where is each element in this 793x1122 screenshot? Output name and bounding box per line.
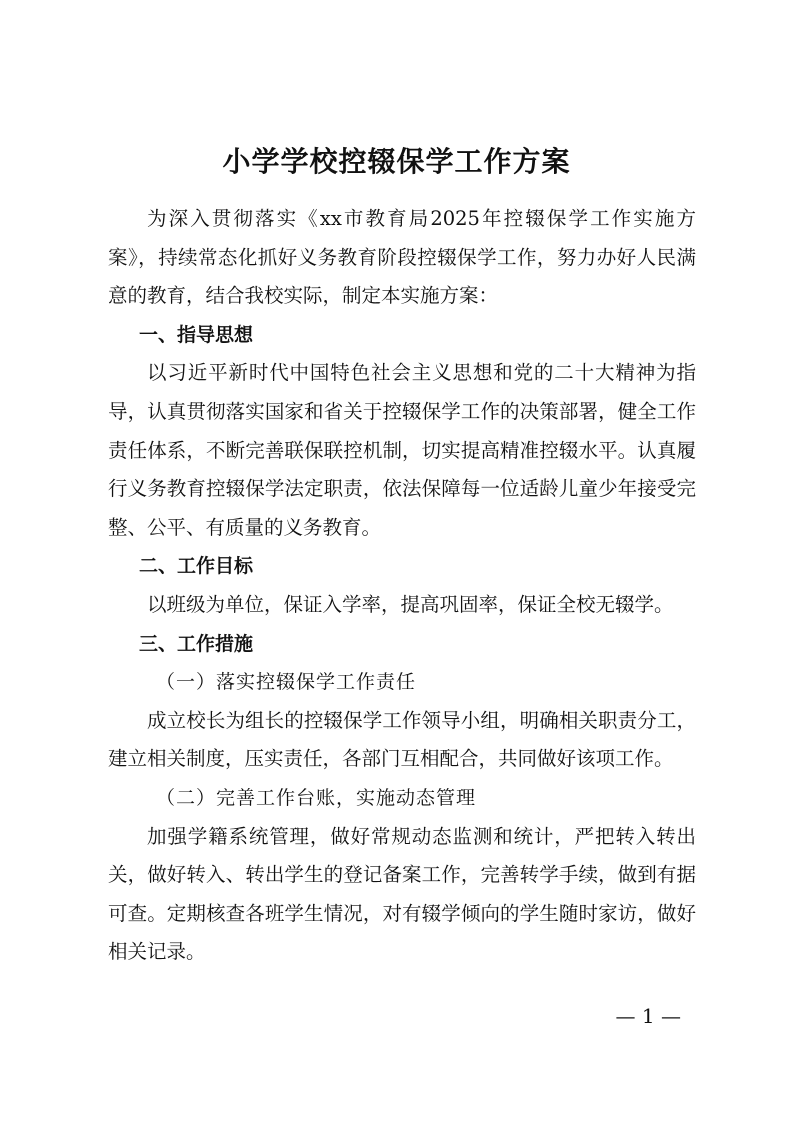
document-body	[108, 200, 696, 972]
document-title: 小学学校控辍保学工作方案	[222, 145, 571, 178]
subsection-body-responsibility: 成立校长为组长的控辍保学工作领导小组，明确相关职责分工，建立相关制度，压实责任，各部门互相配合，共同做好该项工作。	[108, 708, 696, 771]
subsection-heading-ledger: （二）完善工作台账，实施动态管理	[156, 786, 477, 809]
subsection-body-ledger: 加强学籍系统管理，做好常规动态监测和统计，严把转入转出关，做好转入、转出学生的登记备案工作，完善转学手续，做到有据可查。定期核查各班学生情况，对有辍学倾向的学生随时家访，做好相关记录。	[108, 824, 696, 964]
section-heading-work-measures: 三、工作措施	[139, 632, 254, 655]
section-body-guiding-ideology: 以习近平新时代中国特色社会主义思想和党的二十大精神为指导，认真贯彻落实国家和省关于控辍保学工作的决策部署，健全工作责任体系，不断完善联保联控机制，切实提高精准控辍水平。认真履行义务教育控辍保学法定职责，依法保障每一位适龄儿童少年接受完整、公平、有质量的义务教育。	[108, 361, 696, 539]
section-body-work-goals: 以班级为单位，保证入学率，提高巩固率，保证全校无辍学。	[147, 592, 674, 616]
subsection-heading-responsibility: （一）落实控辍保学工作责任	[156, 671, 417, 694]
section-heading-work-goals: 二、工作目标	[139, 555, 254, 578]
section-heading-guiding-ideology: 一、指导思想	[139, 323, 254, 346]
page-number: — 1 —	[615, 1004, 681, 1028]
intro-paragraph: 为深入贯彻落实《xx市教育局2025年控辍保学工作实施方案》，持续常态化抓好义务教育阶段控辍保学工作，努力办好人民满意的教育，结合我校实际，制定本实施方案：	[108, 207, 696, 308]
